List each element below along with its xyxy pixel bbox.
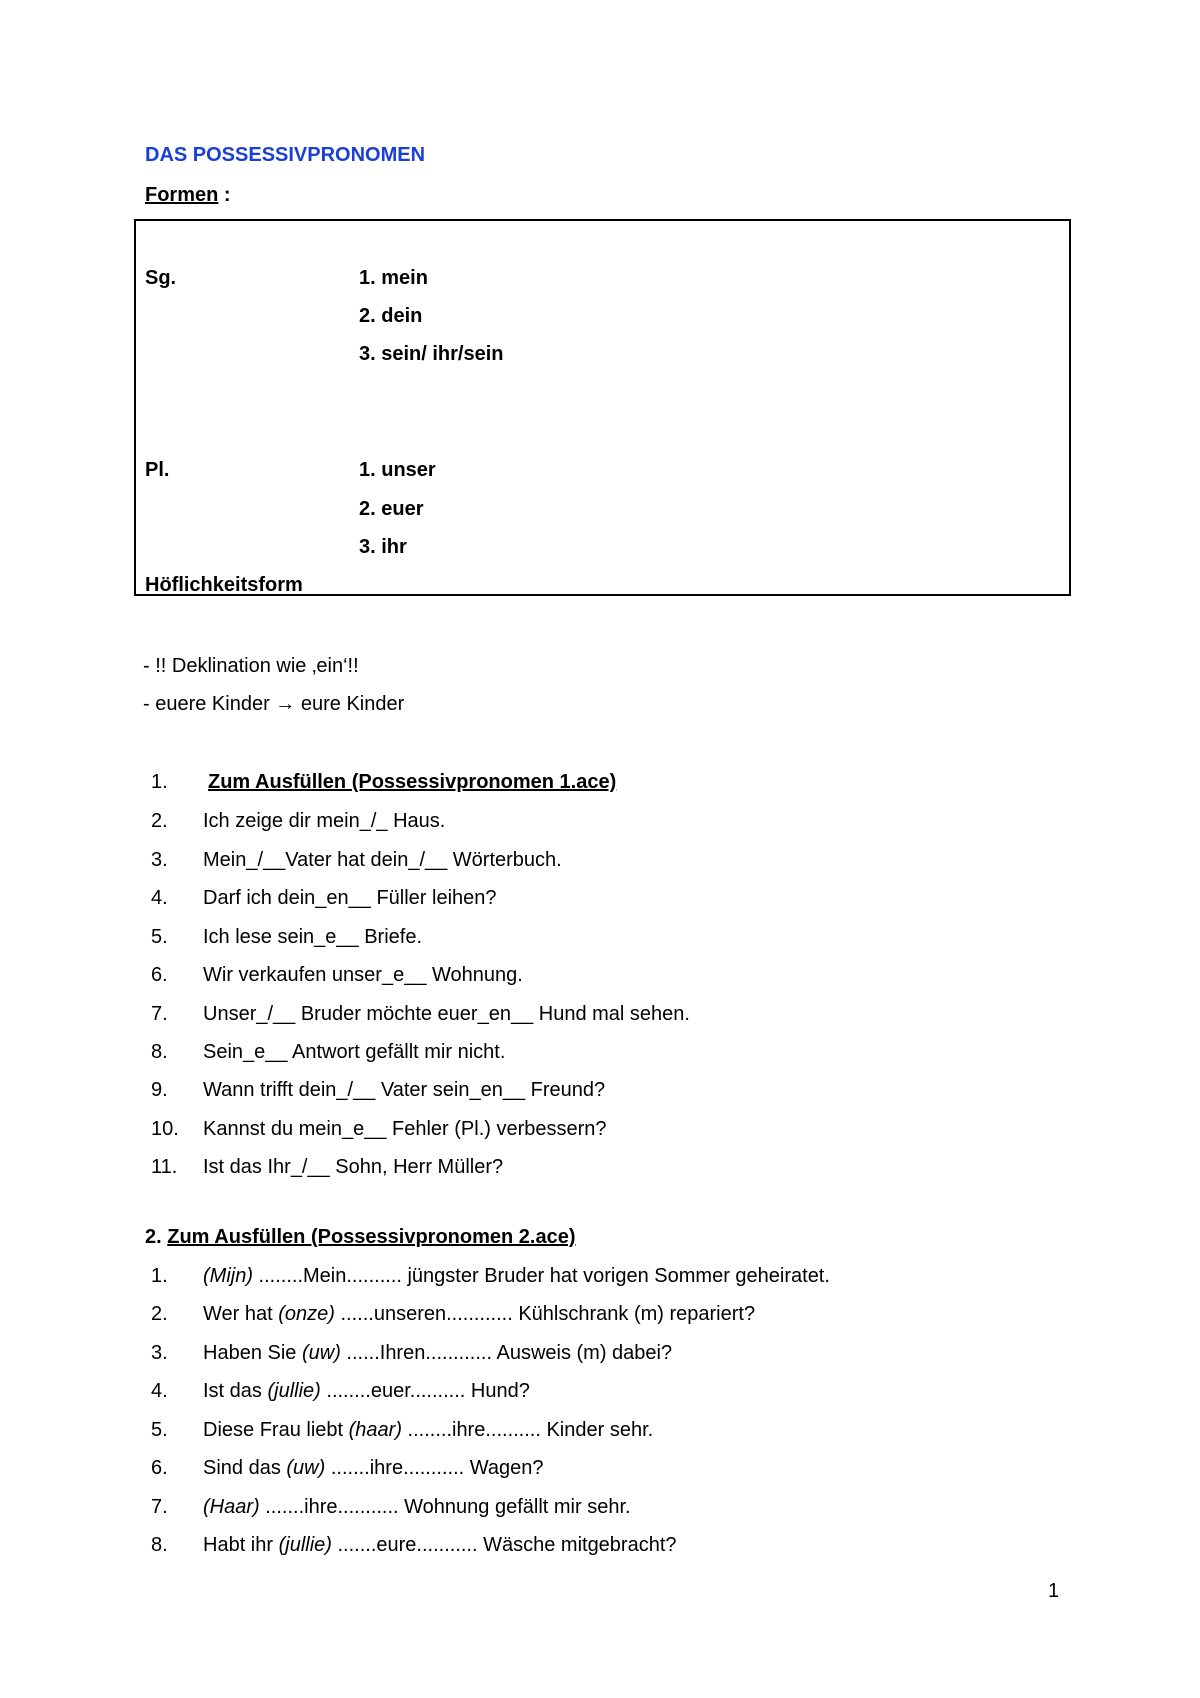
item-prefix: Diese Frau liebt	[203, 1419, 349, 1441]
item-prefix: Habt ihr	[203, 1534, 279, 1556]
hoeflichkeitsform-label: Höflichkeitsform	[145, 574, 303, 596]
exercise-item	[203, 1303, 755, 1326]
list-number: 8.	[151, 1534, 168, 1556]
pl-form-3: 3. ihr	[359, 536, 407, 558]
exercise-item: Kannst du mein_e__ Fehler (Pl.) verbessern?	[203, 1118, 607, 1140]
list-number: 3.	[151, 849, 168, 871]
exercise-item	[203, 1534, 677, 1557]
item-answer: ......unseren............ Kühlschrank (m) repariert?	[334, 1303, 756, 1325]
item-prefix: Wer hat	[203, 1303, 279, 1325]
page-title: DAS POSSESSIVPRONOMEN	[145, 144, 426, 166]
exercise-item: Darf ich dein_en__ Füller leihen?	[203, 887, 497, 909]
dutch-hint: (uw)	[286, 1457, 326, 1479]
exercise-1-header: Zum Ausfüllen (Possessivpronomen 1.ace)	[208, 771, 617, 793]
exercise-item: Unser_/__ Bruder möchte euer_en__ Hund mal sehen.	[203, 1003, 690, 1025]
pl-label: Pl.	[145, 459, 170, 481]
list-number: 3.	[151, 1342, 168, 1364]
formen-heading	[145, 184, 231, 207]
item-answer: ......Ihren............ Ausweis (m) dabei?	[340, 1342, 673, 1364]
dutch-hint: (jullie)	[267, 1380, 321, 1402]
sg-label: Sg.	[145, 267, 177, 289]
dutch-hint: (jullie)	[278, 1534, 332, 1556]
sg-form-2: 2. dein	[359, 305, 423, 327]
exercise-item	[203, 1496, 631, 1519]
item-prefix: Ist das	[203, 1380, 268, 1402]
dutch-hint: (onze)	[278, 1303, 335, 1325]
item-answer: ........Mein.......... jüngster Bruder hat vorigen Sommer geheiratet.	[253, 1265, 830, 1287]
item-prefix: Sind das	[203, 1457, 287, 1479]
exercise-item	[203, 1342, 672, 1365]
item-answer: .......eure........... Wäsche mitgebracht?	[331, 1534, 677, 1556]
list-number: 2.	[151, 1303, 168, 1325]
list-number: 5.	[151, 926, 168, 948]
list-number: 8.	[151, 1041, 168, 1063]
exercise-item	[203, 1265, 830, 1288]
exercise-item	[203, 1380, 530, 1403]
note-line: - !! Deklination wie ‚ein‘!!	[143, 655, 359, 677]
exercise-item: Wir verkaufen unser_e__ Wohnung.	[203, 964, 523, 986]
exercise-item: Sein_e__ Antwort gefällt mir nicht.	[203, 1041, 506, 1063]
list-number: 11.	[151, 1156, 178, 1178]
item-answer: .......ihre........... Wohnung gefällt mir sehr.	[259, 1496, 631, 1518]
list-number: 1.	[151, 1265, 168, 1287]
pl-form-2: 2. euer	[359, 498, 424, 520]
exercise-2-prefix: 2.	[145, 1226, 168, 1248]
list-number: 6.	[151, 964, 168, 986]
exercise-item	[203, 1419, 653, 1442]
list-number: 6.	[151, 1457, 168, 1479]
list-number: 7.	[151, 1003, 168, 1025]
list-number: 4.	[151, 887, 168, 909]
pl-form-1: 1. unser	[359, 459, 436, 481]
page-number: 1	[1048, 1580, 1060, 1602]
note-line: - euere Kinder → eure Kinder	[143, 693, 405, 715]
sg-form-1: 1. mein	[359, 267, 428, 289]
sg-form-3: 3. sein/ ihr/sein	[359, 343, 504, 365]
exercise-item: Wann trifft dein_/__ Vater sein_en__ Freund?	[203, 1079, 606, 1101]
list-number: 5.	[151, 1419, 168, 1441]
formen-label: Formen	[145, 184, 219, 206]
item-answer: .......ihre........... Wagen?	[325, 1457, 544, 1479]
item-prefix: Haben Sie	[203, 1342, 302, 1364]
exercise-item: Ich zeige dir mein_/_ Haus.	[203, 810, 446, 832]
list-number: 4.	[151, 1380, 168, 1402]
list-number: 9.	[151, 1079, 168, 1101]
list-number: 2.	[151, 810, 168, 832]
exercise-item: Mein_/__Vater hat dein_/__ Wörterbuch.	[203, 849, 562, 871]
dutch-hint: (Haar)	[203, 1496, 260, 1518]
list-number: 1.	[151, 771, 168, 793]
forms-table	[134, 219, 1071, 596]
list-number: 7.	[151, 1496, 168, 1518]
item-answer: ........ihre.......... Kinder sehr.	[401, 1419, 654, 1441]
dutch-hint: (Mijn)	[203, 1265, 253, 1287]
exercise-item: Ist das Ihr_/__ Sohn, Herr Müller?	[203, 1156, 504, 1178]
item-answer: ........euer.......... Hund?	[320, 1380, 530, 1402]
exercise-item	[203, 1457, 544, 1480]
exercise-item: Ich lese sein_e__ Briefe.	[203, 926, 423, 948]
dutch-hint: (haar)	[348, 1419, 402, 1441]
exercise-2-header: Zum Ausfüllen (Possessivpronomen 2.ace)	[167, 1226, 576, 1248]
exercise-2-heading	[145, 1226, 576, 1249]
list-number: 10.	[151, 1118, 179, 1140]
formen-colon: :	[218, 184, 231, 206]
dutch-hint: (uw)	[301, 1342, 341, 1364]
